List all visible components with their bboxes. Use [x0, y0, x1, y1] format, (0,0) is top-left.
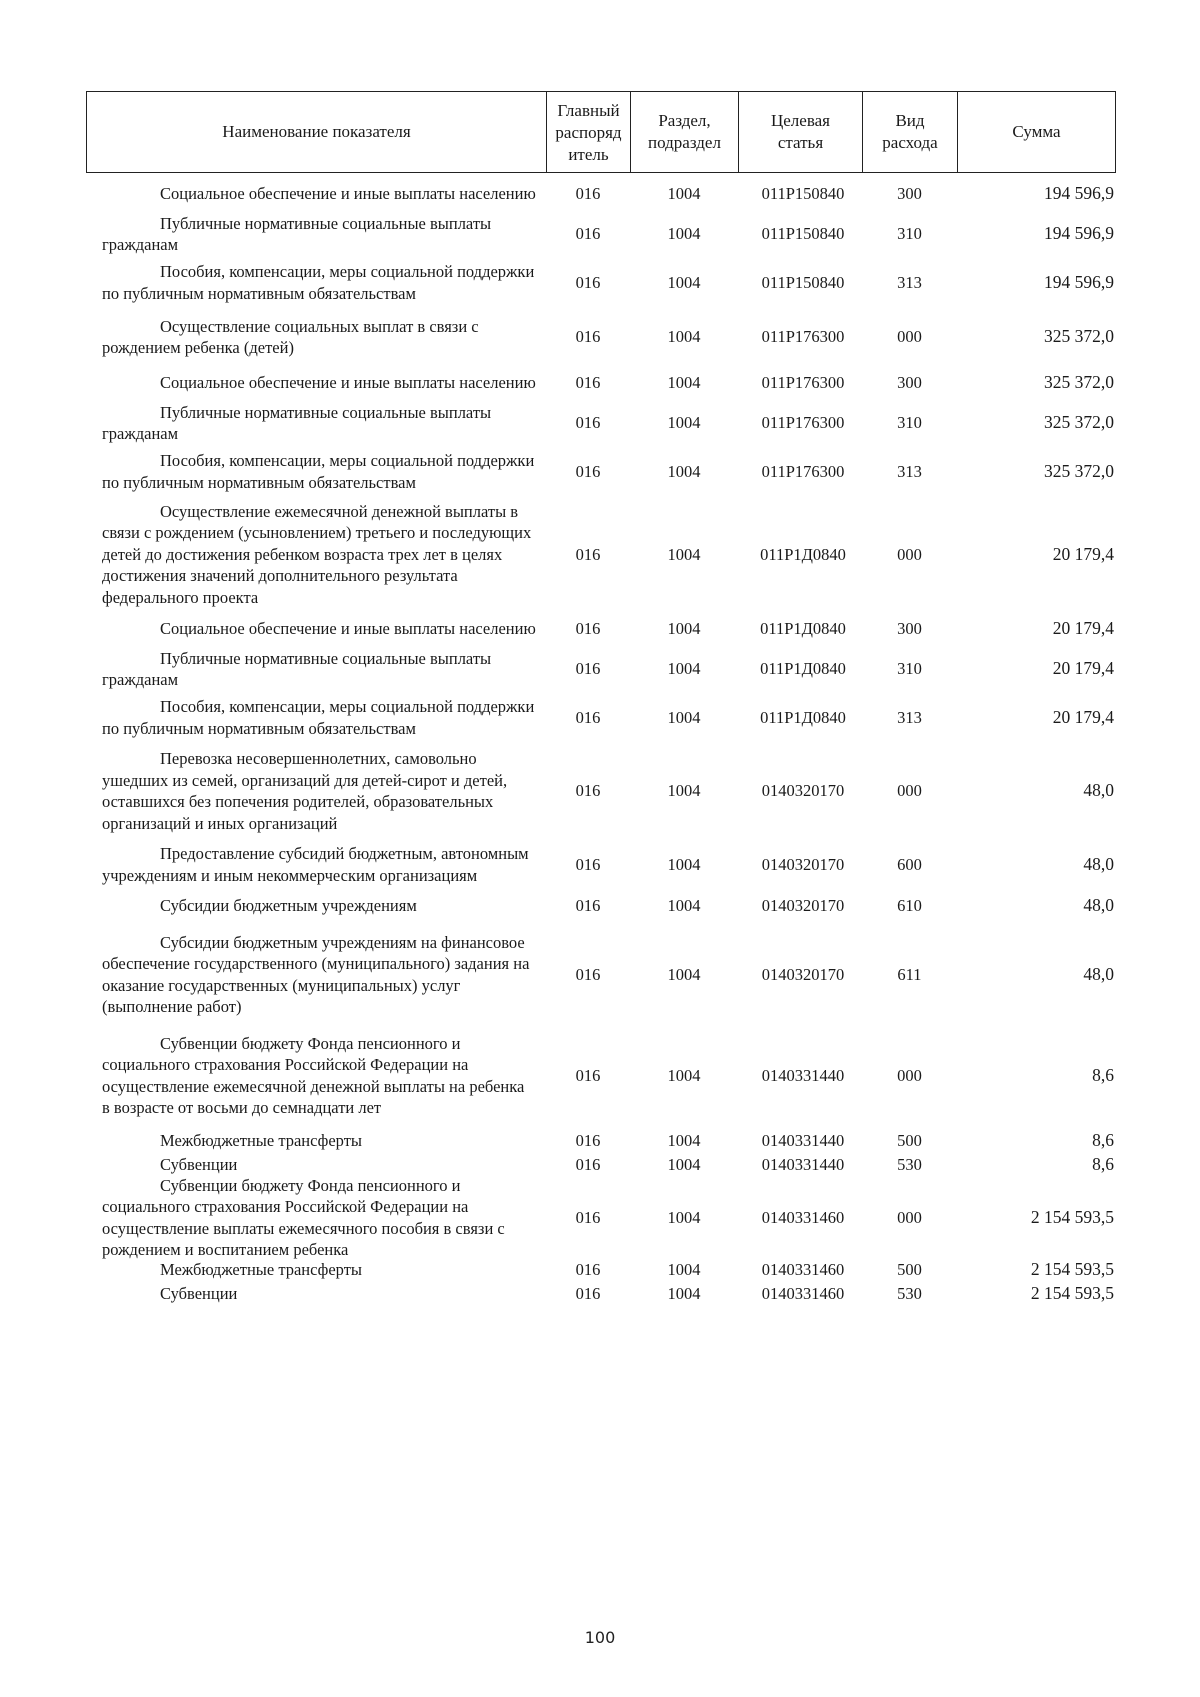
- row-expense-type: 530: [897, 1284, 922, 1304]
- row-target-article: 0140331440: [761, 1065, 845, 1085]
- row-razdel: 1004: [667, 224, 701, 244]
- row-expense-type: 530: [897, 1155, 922, 1175]
- row-expense-type: 300: [897, 619, 922, 639]
- row-target-article: 011P1Д0840: [760, 707, 846, 727]
- row-target-article: 0140331460: [761, 1260, 845, 1280]
- row-grbs: 016: [575, 1131, 601, 1151]
- row-razdel: 1004: [667, 707, 701, 727]
- row-target-article: 011P176300: [761, 373, 845, 393]
- table-row: [86, 501, 1116, 607]
- row-expense-type: 600: [897, 854, 922, 874]
- row-target-article: 0140331440: [761, 1131, 845, 1151]
- row-expense-type: 300: [897, 373, 922, 393]
- row-razdel: 1004: [667, 1260, 701, 1280]
- row-target-article: 011P176300: [761, 413, 845, 433]
- row-grbs: 016: [575, 373, 601, 393]
- row-expense-type: 313: [897, 707, 922, 727]
- row-grbs: 016: [575, 1284, 601, 1304]
- row-razdel: 1004: [667, 619, 701, 639]
- row-target-article: 0140331460: [761, 1284, 845, 1304]
- row-sum: 48,0: [1083, 963, 1114, 984]
- row-target-article: 011P176300: [761, 461, 845, 481]
- row-name: Субсидии бюджетным учреждениям на финансовое обеспечение государственного (муниципального) задания на оказание государственных (муниципальных) услуг (выполнение работ): [102, 932, 530, 1016]
- row-sum: 20 179,4: [1052, 543, 1114, 564]
- row-name: Межбюджетные трансферты: [160, 1260, 363, 1280]
- row-sum: 8,6: [1092, 1154, 1114, 1175]
- row-grbs: 016: [575, 461, 601, 481]
- row-expense-type: 313: [897, 461, 922, 481]
- row-grbs: 016: [575, 854, 601, 874]
- row-target-article: 011P150840: [761, 184, 845, 204]
- table-row: [86, 403, 1116, 443]
- row-sum: 48,0: [1083, 895, 1114, 916]
- table-row: [86, 174, 1116, 214]
- row-grbs: 016: [575, 224, 601, 244]
- row-razdel: 1004: [667, 1065, 701, 1085]
- page-number: 100: [584, 1628, 616, 1647]
- row-sum: 20 179,4: [1052, 658, 1114, 679]
- row-razdel: 1004: [667, 544, 701, 564]
- row-target-article: 011P176300: [761, 327, 845, 347]
- row-expense-type: 500: [897, 1260, 922, 1280]
- row-expense-type: 000: [897, 1207, 922, 1227]
- row-target-article: 0140320170: [761, 896, 845, 916]
- row-razdel: 1004: [667, 964, 701, 984]
- row-expense-type: 000: [897, 327, 922, 347]
- row-sum: 20 179,4: [1052, 618, 1114, 639]
- row-target-article: 011P1Д0840: [760, 544, 846, 564]
- row-razdel: 1004: [667, 781, 701, 801]
- header-razdel: Раздел, подраздел: [631, 92, 739, 172]
- row-sum: 2 154 593,5: [1030, 1259, 1114, 1280]
- row-name: Субсидии бюджетным учреждениям: [160, 896, 417, 916]
- row-expense-type: 000: [897, 544, 922, 564]
- row-grbs: 016: [575, 272, 601, 292]
- row-target-article: 0140331440: [761, 1155, 845, 1175]
- row-name: Публичные нормативные социальные выплаты гражданам: [102, 213, 492, 254]
- row-razdel: 1004: [667, 373, 701, 393]
- row-razdel: 1004: [667, 854, 701, 874]
- row-expense-type: 000: [897, 1065, 922, 1085]
- row-name: Субвенции бюджету Фонда пенсионного и социального страхования Российской Федерации на осуществление ежемесячной денежной выплаты на ребенка в возрасте от восьми до семнадцати лет: [102, 1033, 525, 1117]
- row-sum: 48,0: [1083, 853, 1114, 874]
- row-expense-type: 610: [897, 896, 922, 916]
- row-razdel: 1004: [667, 1284, 701, 1304]
- row-razdel: 1004: [667, 659, 701, 679]
- row-target-article: 011P1Д0840: [760, 659, 846, 679]
- table-row: [86, 1129, 1116, 1153]
- table-row: [86, 1282, 1116, 1306]
- row-name: Перевозка несовершеннолетних, самовольно ушедших из семей, организаций для детей-сирот и детей, оставшихся без попечения родителей, образовательных организаций и иных организаций: [102, 749, 508, 833]
- row-name: Предоставление субсидий бюджетным, автономным учреждениям и иным некоммерческим организациям: [102, 844, 529, 885]
- header-sum: Сумма: [1012, 122, 1061, 141]
- row-name: Межбюджетные трансферты: [160, 1131, 363, 1151]
- row-name: Социальное обеспечение и иные выплаты населению: [160, 184, 536, 204]
- row-name: Публичные нормативные социальные выплаты гражданам: [102, 648, 492, 689]
- row-name: Осуществление ежемесячной денежной выплаты в связи с рождением (усыновлением) третьего и последующих детей до достижения ребенком возраста трех лет в целях достижения значений дополнительного результата федерального проекта: [102, 501, 532, 607]
- header-expense-type: Вид расхода: [863, 92, 958, 172]
- row-name: Субвенции бюджету Фонда пенсионного и социального страхования Российской Федерации на осуществление выплаты ежемесячного пособия в связи с рождением и воспитанием ребенка: [102, 1175, 505, 1259]
- row-sum: 48,0: [1083, 780, 1114, 801]
- row-target-article: 011P150840: [761, 224, 845, 244]
- row-razdel: 1004: [667, 327, 701, 347]
- row-target-article: 011P150840: [761, 272, 845, 292]
- row-expense-type: 300: [897, 184, 922, 204]
- row-grbs: 016: [575, 896, 601, 916]
- row-grbs: 016: [575, 1260, 601, 1280]
- row-razdel: 1004: [667, 184, 701, 204]
- row-expense-type: 000: [897, 781, 922, 801]
- header-grbs: Главный распоряд итель: [547, 92, 631, 172]
- row-grbs: 016: [575, 707, 601, 727]
- table-row: [86, 1028, 1116, 1123]
- row-expense-type: 611: [897, 964, 922, 984]
- row-razdel: 1004: [667, 272, 701, 292]
- row-target-article: 011P1Д0840: [760, 619, 846, 639]
- row-grbs: 016: [575, 1207, 601, 1227]
- row-expense-type: 310: [897, 659, 922, 679]
- table-row: [86, 893, 1116, 919]
- row-razdel: 1004: [667, 413, 701, 433]
- row-name: Пособия, компенсации, меры социальной поддержки по публичным нормативным обязательствам: [102, 697, 535, 738]
- row-name: Субвенции: [160, 1284, 238, 1304]
- row-grbs: 016: [575, 659, 601, 679]
- table-row: [86, 1153, 1116, 1177]
- row-name: Пособия, компенсации, меры социальной поддержки по публичным нормативным обязательствам: [102, 451, 535, 492]
- row-grbs: 016: [575, 964, 601, 984]
- row-expense-type: 500: [897, 1131, 922, 1151]
- row-grbs: 016: [575, 619, 601, 639]
- row-grbs: 016: [575, 781, 601, 801]
- header-name: Наименование показателя: [87, 92, 547, 172]
- table-row: [86, 1177, 1116, 1258]
- row-expense-type: 310: [897, 413, 922, 433]
- row-razdel: 1004: [667, 1207, 701, 1227]
- row-sum: 325 372,0: [1044, 460, 1114, 481]
- table-header: [86, 91, 1116, 173]
- row-sum: 194 596,9: [1044, 223, 1114, 244]
- table-row: [86, 214, 1116, 254]
- table-row: [86, 836, 1116, 893]
- row-sum: 325 372,0: [1044, 326, 1114, 347]
- table-row: [86, 1258, 1116, 1282]
- row-sum: 8,6: [1092, 1130, 1114, 1151]
- row-name: Осуществление социальных выплат в связи с рождением ребенка (детей): [102, 316, 479, 357]
- row-sum: 194 596,9: [1044, 271, 1114, 292]
- table-row: [86, 443, 1116, 500]
- table-row: [86, 254, 1116, 311]
- row-name: Публичные нормативные социальные выплаты гражданам: [102, 402, 492, 443]
- table-row: [86, 363, 1116, 403]
- row-grbs: 016: [575, 1065, 601, 1085]
- row-sum: 2 154 593,5: [1030, 1206, 1114, 1227]
- row-name: Субвенции: [160, 1155, 238, 1175]
- row-name: Социальное обеспечение и иные выплаты населению: [160, 619, 536, 639]
- row-target-article: 0140320170: [761, 964, 845, 984]
- table-row: [86, 609, 1116, 649]
- row-expense-type: 310: [897, 224, 922, 244]
- row-sum: 325 372,0: [1044, 412, 1114, 433]
- table-row: [86, 649, 1116, 689]
- row-grbs: 016: [575, 1155, 601, 1175]
- row-target-article: 0140331460: [761, 1207, 845, 1227]
- row-sum: 194 596,9: [1044, 183, 1114, 204]
- row-grbs: 016: [575, 544, 601, 564]
- row-grbs: 016: [575, 413, 601, 433]
- row-razdel: 1004: [667, 1131, 701, 1151]
- row-razdel: 1004: [667, 1155, 701, 1175]
- table-row: [86, 689, 1116, 746]
- header-target-article: Целевая статья: [739, 92, 863, 172]
- table-row: [86, 317, 1116, 357]
- row-grbs: 016: [575, 327, 601, 347]
- table-row: [86, 927, 1116, 1022]
- table-body: [86, 174, 1116, 1306]
- row-razdel: 1004: [667, 461, 701, 481]
- row-target-article: 0140320170: [761, 854, 845, 874]
- row-sum: 325 372,0: [1044, 372, 1114, 393]
- row-sum: 20 179,4: [1052, 706, 1114, 727]
- row-sum: 2 154 593,5: [1030, 1283, 1114, 1304]
- row-name: Социальное обеспечение и иные выплаты населению: [160, 373, 536, 393]
- row-name: Пособия, компенсации, меры социальной поддержки по публичным нормативным обязательствам: [102, 262, 535, 303]
- table-row: [86, 749, 1116, 833]
- row-sum: 8,6: [1092, 1064, 1114, 1085]
- row-expense-type: 313: [897, 272, 922, 292]
- row-razdel: 1004: [667, 896, 701, 916]
- row-target-article: 0140320170: [761, 781, 845, 801]
- row-grbs: 016: [575, 184, 601, 204]
